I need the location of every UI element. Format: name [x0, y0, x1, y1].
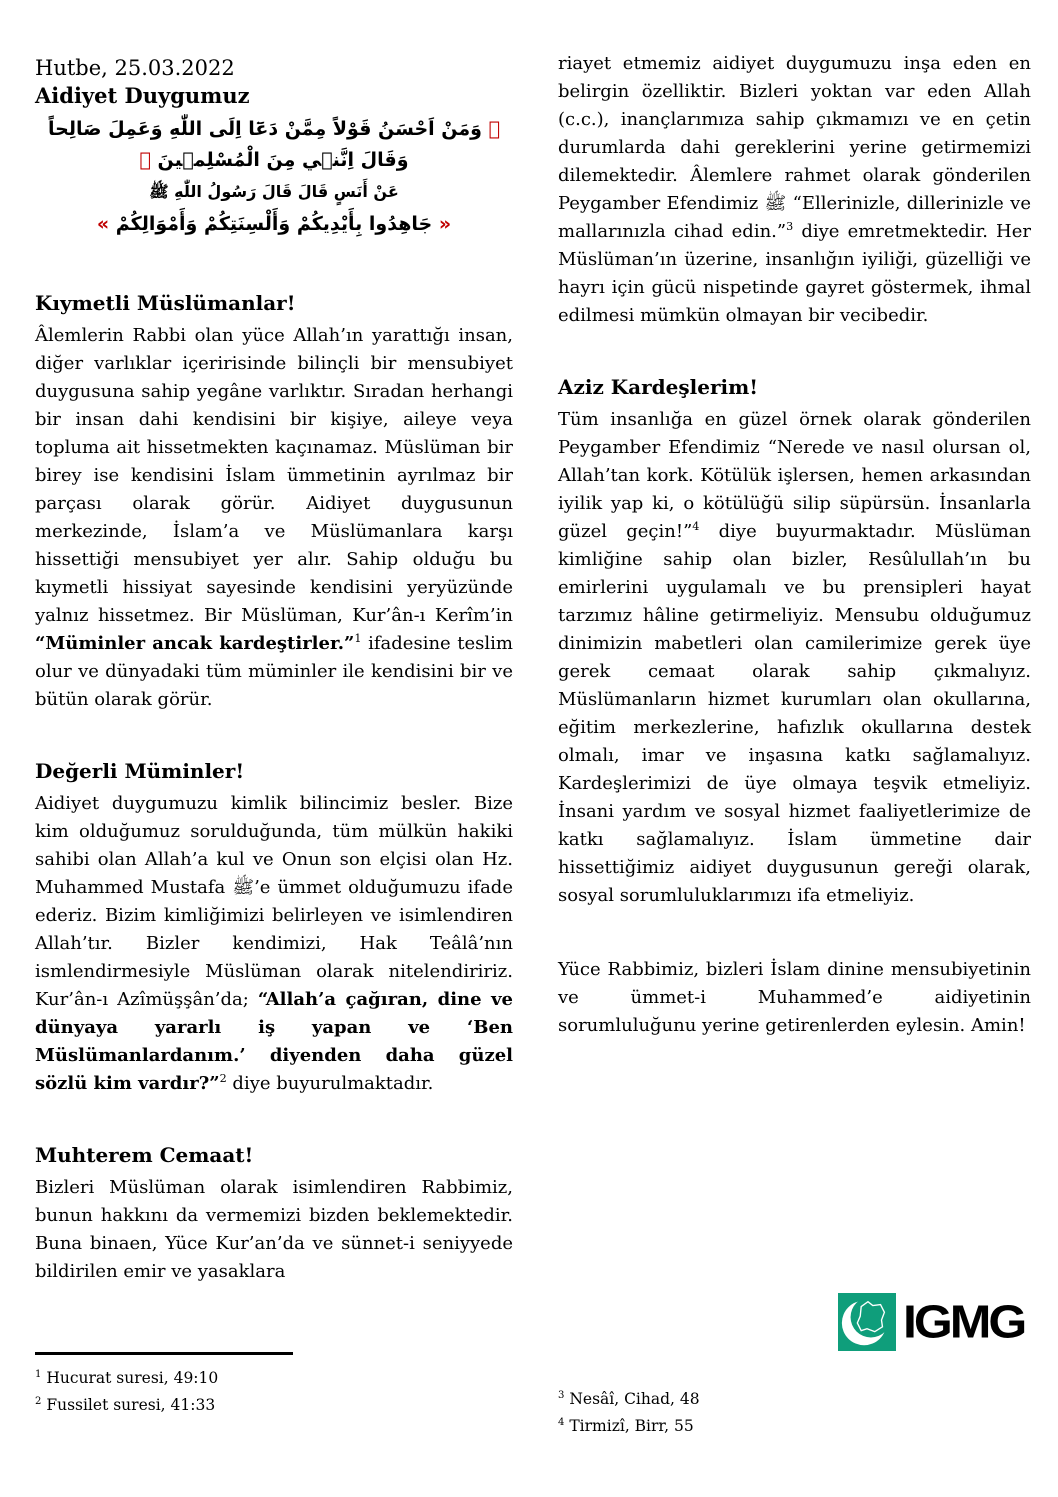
ayah-close-bracket: ﴾	[139, 149, 151, 171]
ayah-text: وَمَنْ اَحْسَنُ قَوْلاً مِمَّنْ دَعَٓا اِلَى اللّٰهِ وَعَمِلَ صَالِحاً وَقَالَ اِنَّنٖي مِنَ الْمُسْلِمٖينَ	[48, 118, 482, 171]
hadith-close-guillemet: »	[96, 213, 110, 235]
footnote-1-text: Hucurat suresi, 49:10	[41, 1369, 219, 1388]
paragraph-degerli-muminler: Aidiyet duygumuzu kimlik bilincimiz besler. Bize kim olduğumuz sorulduğunda, tüm mülkün hakiki sahibi olan Allah’a kul ve Onun son elçisi olan Hz. Muhammed Mustafa ﷺ’e ümmet olduğumuzu ifade ederiz. Bizim kimliğimizi belirleyen ve isimlendiren Allah’tır. Bizler kendimizi, Hak Teâlâ’nın ismlendirmesiyle Müslüman olarak nitelendiririz. Kur’ân-ı Azîmüşşân’da; “Allah’a çağıran, dine ve dünyaya yararlı iş yapan ve ‘Ben Müslümanlardanım.’ diyenden daha güzel sözlü kim vardır?”$^2$ diye buyurulmaktadır.	[35, 793, 513, 1094]
left-column	[35, 55, 513, 1286]
paragraph-dua-closing: Yüce Rabbimiz, bizleri İslam dinine mensubiyetinin ve ümmet-i Muhammed’e aidiyetinin sorumluluğunu yerine getirenlerden eylesin. Amin!	[558, 959, 1031, 1036]
footnote-4-text: Tirmizî, Birr, 55	[564, 1417, 694, 1436]
footnote-2	[35, 1390, 513, 1417]
footnote-1	[35, 1363, 513, 1390]
footnote-2-number: 2	[35, 1396, 42, 1408]
footnote-3-number: 3	[558, 1390, 565, 1401]
igmg-logo-text: IGMG	[903, 1296, 1025, 1348]
document-date: Hutbe, 25.03.2022	[35, 56, 235, 80]
footnote-1-number: 1	[35, 1369, 42, 1380]
section-heading-aziz-kardeslerim: Aziz Kardeşlerim!	[558, 375, 759, 399]
igmg-crescent-icon	[838, 1293, 896, 1351]
footnote-2-text: Fussilet suresi, 41:33	[41, 1396, 216, 1415]
section-heading-degerli-muminler: Değerli Müminler!	[35, 759, 245, 783]
footnote-4-number: 4	[558, 1417, 565, 1429]
hadith-text: جَاهِدُوا بِأَيْدِيكُمْ وَأَلْسِنَتِكُمْ وَأَمْوَالِكُمْ	[115, 213, 433, 235]
paragraph-muhterem-cemaat: Bizleri Müslüman olarak isimlendiren Rabbimiz, bunun hakkını da vermemizi bizden beklemektedir. Buna binaen, Yüce Kur’an’da ve sünnet-i seniyyede bildirilen emir ve yasaklara	[35, 1177, 513, 1282]
arabic-ayah	[35, 114, 513, 176]
footnote-4	[558, 1411, 1031, 1438]
footnote-3	[558, 1384, 1031, 1411]
igmg-logo	[838, 1293, 1024, 1351]
section-heading-muhterem-cemaat: Muhterem Cemaat!	[35, 1143, 254, 1167]
footnotes-right	[558, 1384, 1031, 1438]
hadith-open-guillemet: «	[438, 213, 452, 235]
arabic-hadith	[35, 208, 513, 240]
arabic-block	[35, 114, 513, 240]
section-heading-kiymetli-muslumanlar: Kıymetli Müslümanlar!	[35, 291, 296, 315]
footnote-separator-line	[35, 1352, 293, 1355]
paragraph-continuation: riayet etmemiz aidiyet duygumuzu inşa eden en belirgin özelliktir. Bizleri yoktan var eden Allah (c.c.), inançlarımıza sahip çıkmamızı ve en çetin durumlarda dahi gereklerini yerine getirmemizi dilemektedir. Âlemlere rahmet olarak gönderilen Peygamber Efendimiz ﷺ “Ellerinizle, dillerinizle ve mallarınızla cihad edin.”$^3$ diye emretmektedir. Her Müslüman’ın üzerine, insanlığın iyiliği, güzelliği ve hayrı için gücü nispetinde gayret göstermek, ihmal edilmesi mümkün olmayan bir vecibedir.	[558, 53, 1031, 326]
ayah-open-bracket: ﴿	[488, 118, 500, 140]
right-column	[558, 50, 1031, 1040]
footnotes-left	[35, 1352, 513, 1417]
footnote-3-text: Nesâî, Cihad, 48	[564, 1390, 700, 1409]
paragraph-kiymetli-muslumanlar: Âlemlerin Rabbi olan yüce Allah’ın yarattığı insan, diğer varlıklar içeririsinde bilinçli bir mensubiyet duygusuna sahip yegâne varlıktır. Sıradan herhangi bir insan dahi kendisini bir kişiye, aileye veya topluma ait hissetmekten kaçınamaz. Müslüman bir birey ise kendisini İslam ümmetinin ayrılmaz bir parçası olarak görür. Aidiyet duygusunun merkezinde, İslam’a ve Müslümanlara karşı hissettiği mensubiyet yer alır. Sahip olduğu bu kıymetli hissiyat sayesinde kendisini yeryüzünde yalnız hissetmez. Bir Müslüman, Kur’ân-ı Kerîm’in “Müminler ancak kardeştirler.”$^1$ ifadesine teslim olur ve dünyadaki tüm müminler ile kendisini bir ve bütün olarak görür.	[35, 325, 514, 710]
paragraph-aziz-kardeslerim: Tüm insanlığa en güzel örnek olarak gönderilen Peygamber Efendimiz “Nerede ve nasıl olursan ol, Allah’tan kork. Kötülük işlersen, hemen arkasından iyilik yap ki, o kötülüğü silip süpürsün. İnsanlarla güzel geçin!”$^4$ diye buyurmaktadır. Müslüman kimliğine sahip olan bizler, Resûlullah’ın bu emirlerini uygulamalı ve bu prensipleri hayat tarzımız hâline getirmeliyiz. Mensubu olduğumuz dinimizin mabetleri olan camilerimize gerek üye gerek cemaat olarak sahip çıkmalıyız. Müslümanların hizmet kurumları olan okullarına, eğitim merkezlerine, hafızlık okullarına destek olmalı, imar ve inşasına katkı sağlamalıyız. Kardeşlerimizi de üye olmaya teşvik etmeliyiz. İnsani yardım ve sosyal hizmet faaliyetlerimize de katkı sağlamalıyız. İslam ümmetine dair hissettiğimiz aidiyet duygusunun gereği olarak, sosyal sorumluluklarımızı ifa etmeliyiz.	[558, 409, 1031, 906]
arabic-narration: عَنْ أَنَسٍ قَالَ قَالَ رَسُولُ اللّٰهِ ﷺ	[149, 182, 399, 201]
document-title: Aidiyet Duygumuz	[35, 83, 250, 108]
